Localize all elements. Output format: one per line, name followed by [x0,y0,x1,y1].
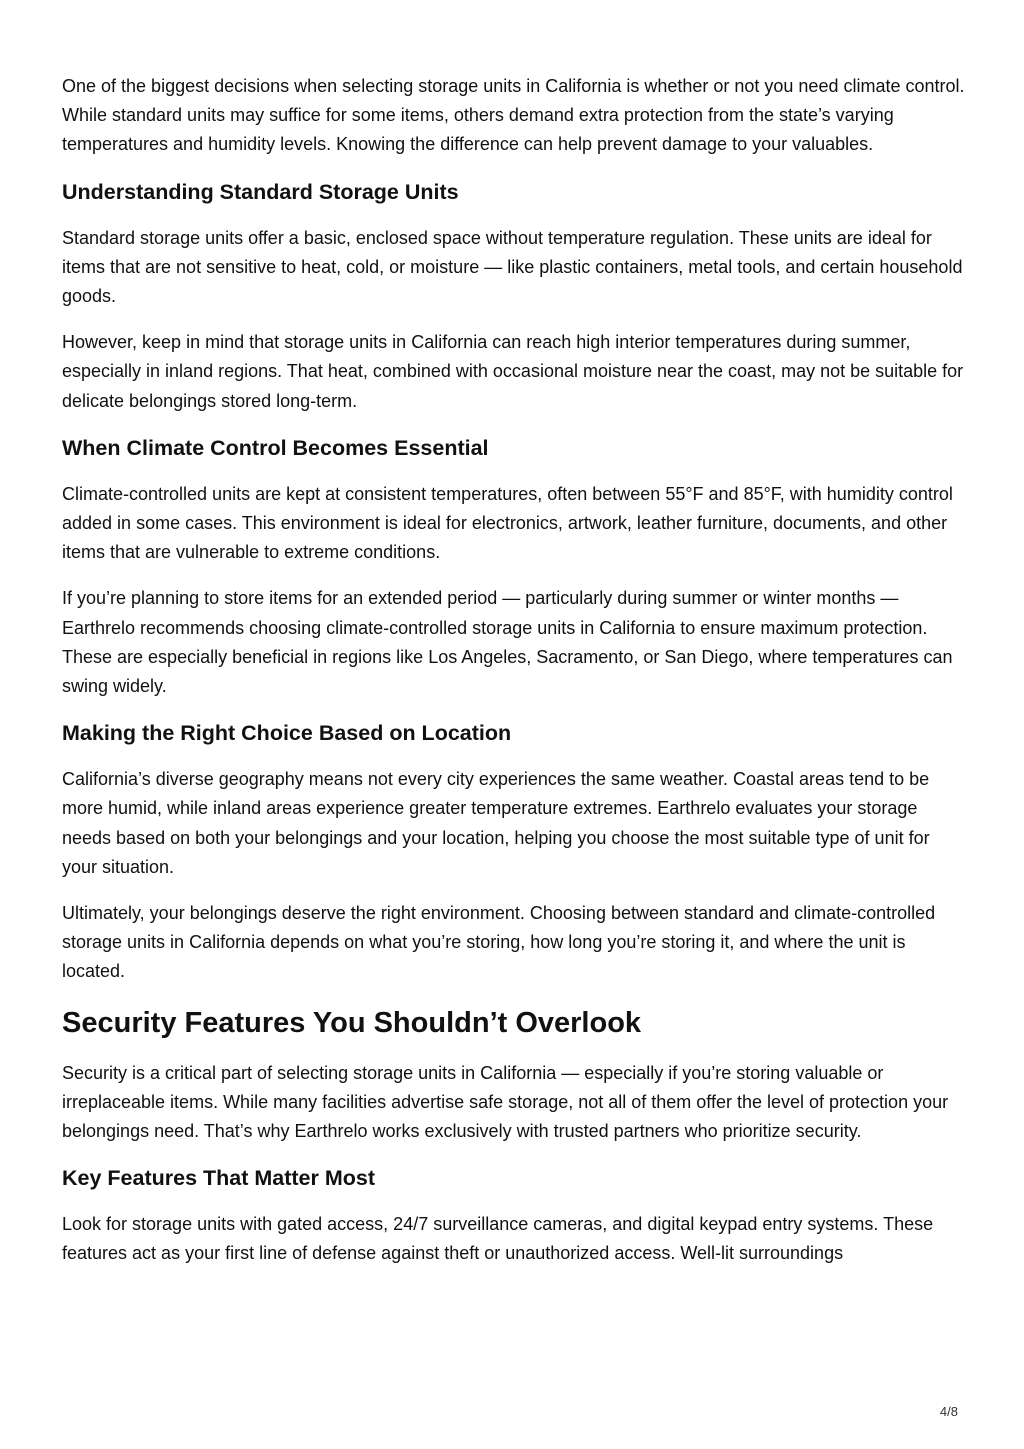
section-heading-security: Security Features You Shouldn’t Overlook [62,1006,642,1039]
intro-paragraph: One of the biggest decisions when selecting storage units in California is whether or not you need climate control. While standard units may suffice for some items, others demand extra protection from the state’s varying temperatures and humidity levels. Knowing the difference can help prevent damage to your valuables. [62,76,965,155]
climate-control-recommendation-paragraph: If you’re planning to store items for an extended period — particularly during summer or winter months — Earthrelo recommends choosing climate-controlled storage units in California to ensure maximum protection. These are especially beneficial in regions like Los Angeles, Sacramento, or San Diego, where temperatures can swing widely. [62,588,953,697]
standard-units-caveat-paragraph: However, keep in mind that storage units in California can reach high interior temperatures during summer, especially in inland regions. That heat, combined with occasional moisture near the coast, may not be suitable for delicate belongings stored long-term. [62,332,964,411]
location-conclusion-paragraph: Ultimately, your belongings deserve the right environment. Choosing between standard and climate-controlled storage units in California depends on what you’re storing, how long you’re storing it, and where the unit is located. [62,903,936,982]
standard-units-paragraph: Standard storage units offer a basic, enclosed space without temperature regulation. These units are ideal for items that are not sensitive to heat, cold, or moisture — like plastic containers, metal tools, and certain household goods. [62,227,963,307]
location-paragraph: California’s diverse geography means not every city experiences the same weather. Coastal areas tend to be more humid, while inland areas experience greater temperature extremes. Earthrelo evaluates your storage needs based on both your belongings and your location, helping you choose the most suitable type of unit for your situation. [62,769,930,877]
section-heading-key-features: Key Features That Matter Most [62,1166,376,1191]
section-heading-climate-control: When Climate Control Becomes Essential [62,435,489,460]
section-heading-standard-units: Understanding Standard Storage Units [62,179,459,204]
climate-control-paragraph: Climate-controlled units are kept at consistent temperatures, often between 55°F and 85°F, with humidity control added in some cases. This environment is ideal for electronics, artwork, leather furniture, documents, and other items that are vulnerable to extreme conditions. [62,483,953,563]
page-number: 4/8 [939,1404,958,1419]
security-paragraph: Security is a critical part of selecting storage units in California — especially if you’re storing valuable or irreplaceable items. While many facilities advertise safe storage, not all of them offer the level of protection your belongings need. That’s why Earthrelo works exclusively with trusted partners who prioritize security. [62,1062,949,1142]
section-heading-location: Making the Right Choice Based on Location [62,721,512,746]
key-features-paragraph: Look for storage units with gated access, 24/7 surveillance cameras, and digital keypad entry systems. These features act as your first line of defense against theft or unauthorized access. Well-lit surroundings [62,1214,934,1264]
document-page [62,72,967,1286]
